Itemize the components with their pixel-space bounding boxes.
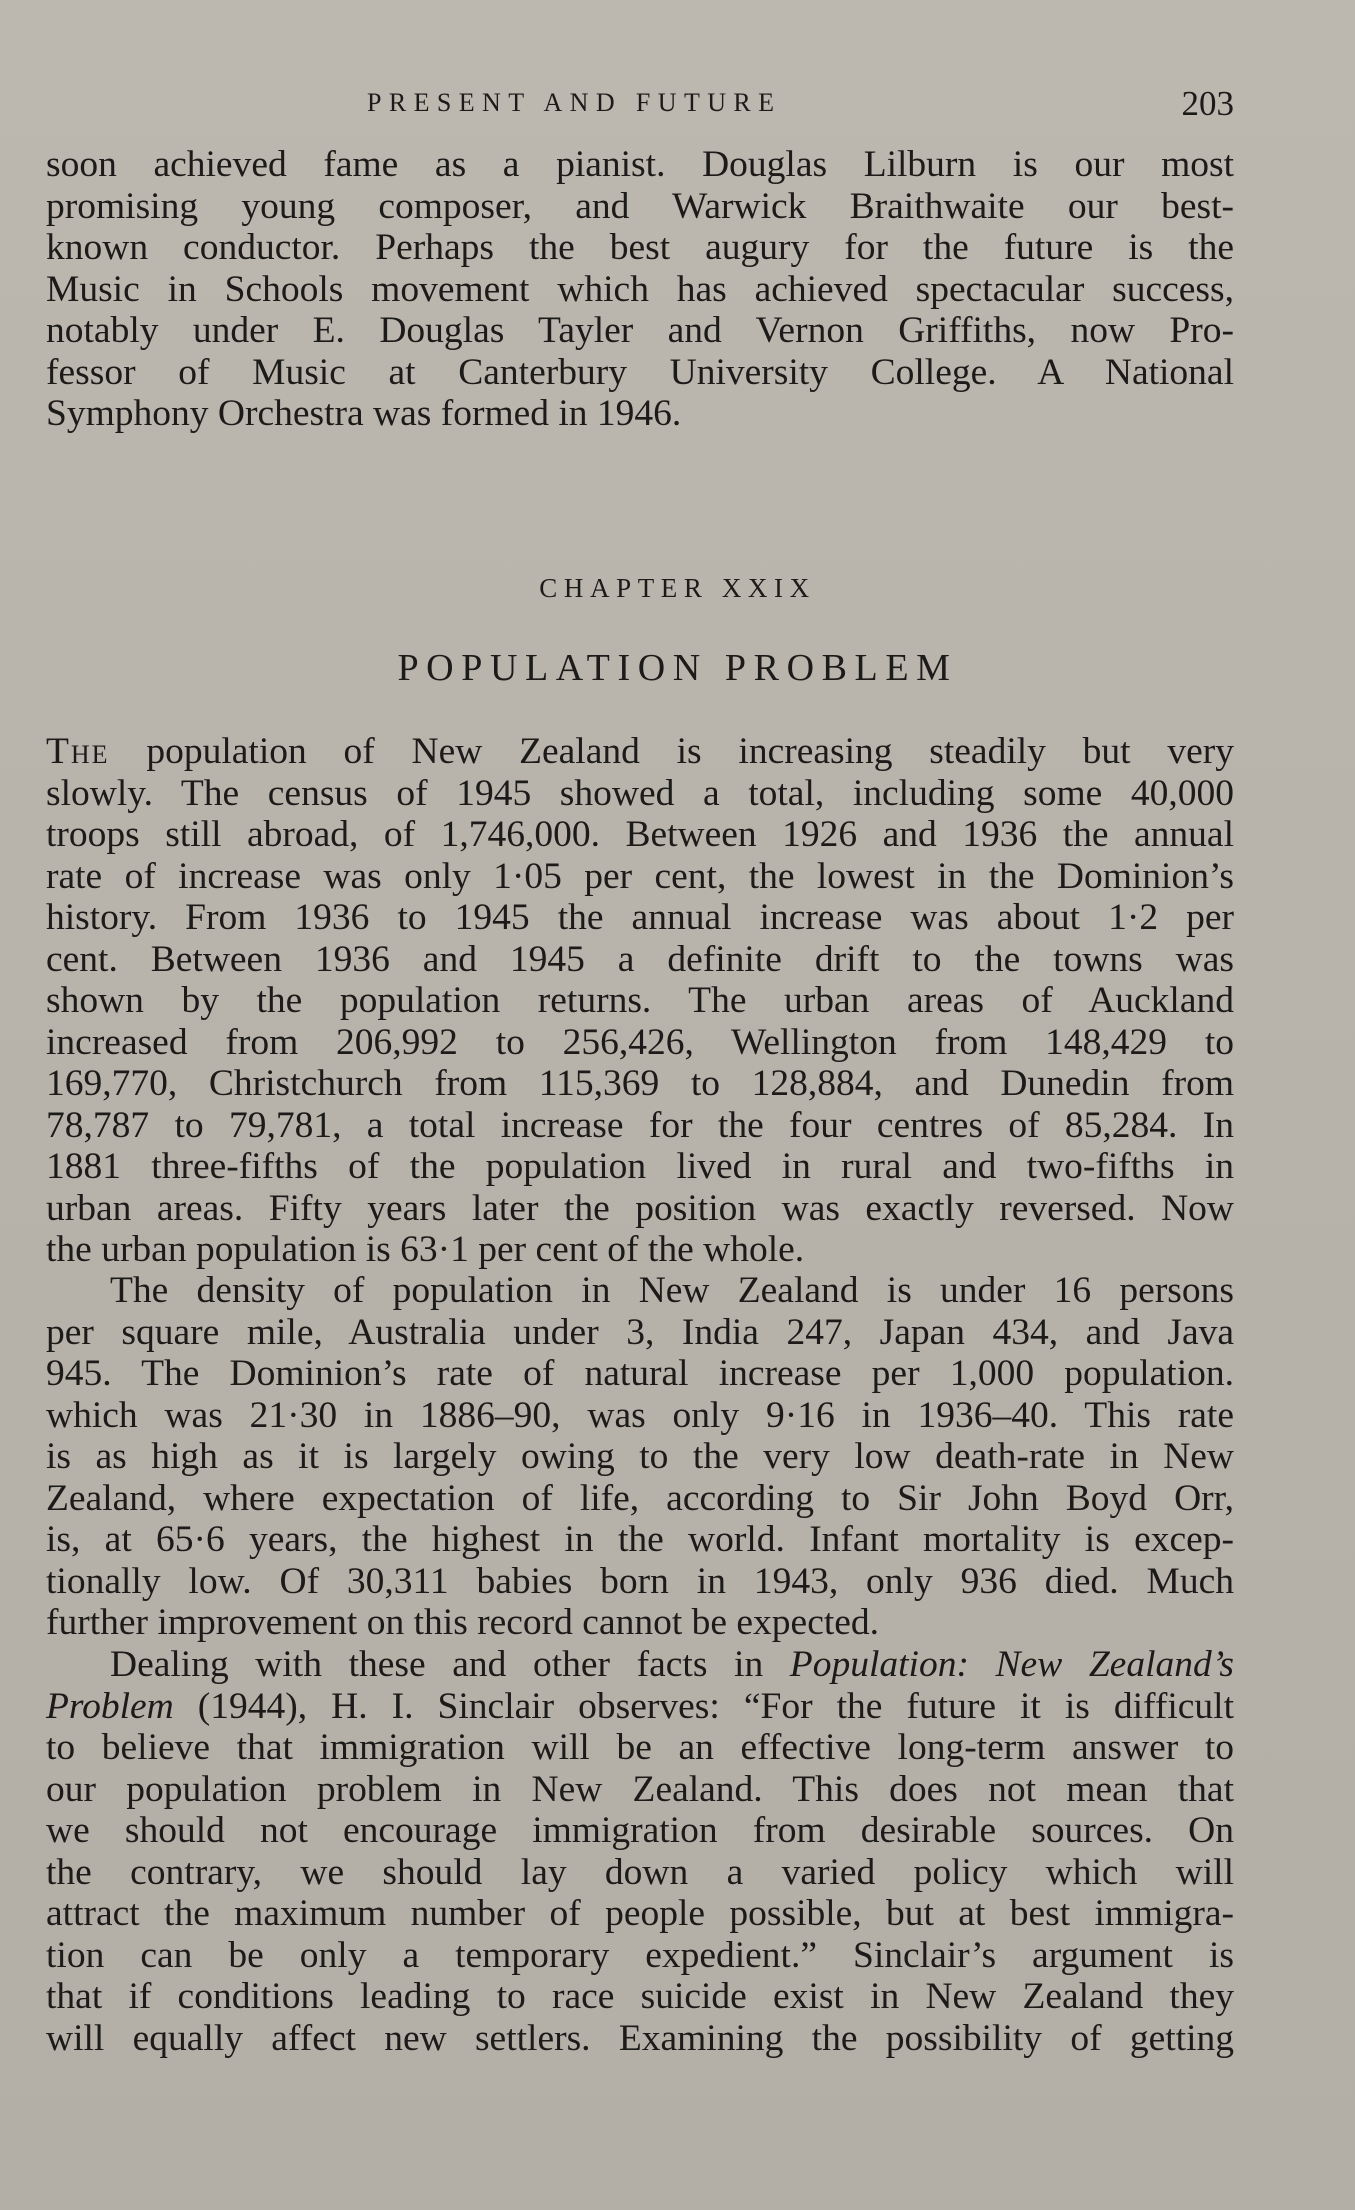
- text-line: promising young composer, and Warwick Braithwaite our best-: [46, 185, 1234, 227]
- book-title: Population: New Zealand’s: [789, 1644, 1234, 1685]
- text-line: Music in Schools movement which has achieved spectacular success,: [46, 268, 1234, 310]
- page-number: 203: [1181, 84, 1234, 123]
- text-line: 1881 three-fifths of the population lived in rural and two-fifths in: [46, 1146, 1234, 1187]
- text-line: known conductor. Perhaps the best augury for the future is the: [46, 227, 1234, 268]
- text-line: urban areas. Fifty years later the position was exactly reversed. Now: [46, 1187, 1234, 1229]
- body-paragraph-2: [46, 1270, 1234, 1644]
- text-line: the urban population is 63·1 per cent of the whole.: [46, 1229, 805, 1270]
- paragraph-start-text: Dealing with these and other facts in: [110, 1644, 790, 1685]
- text-line: Zealand, where expectation of life, according to Sir John Boyd Orr,: [46, 1477, 1234, 1519]
- citation-text: (1944), H. I. Sinclair observes: “For the future it is difficult: [173, 1685, 1234, 1727]
- running-head: [0, 84, 1355, 128]
- text-line: cent. Between 1936 and 1945 a definite drift to the towns was: [46, 938, 1234, 980]
- body-paragraph-3: [46, 1644, 1234, 2059]
- book-title-continued: Problem: [46, 1685, 174, 1727]
- text-line: is, at 65·6 years, the highest in the world. Infant mortality is excep-: [46, 1519, 1234, 1560]
- text-line: will equally affect new settlers. Examining the possibility of getting: [46, 2017, 1234, 2059]
- text-line: that if conditions leading to race suicide exist in New Zealand they: [46, 1976, 1234, 2017]
- text-line: 945. The Dominion’s rate of natural increase per 1,000 population.: [46, 1353, 1234, 1394]
- text-line: troops still abroad, of 1,746,000. Between 1926 and 1936 the annual: [46, 814, 1234, 855]
- text-line: shown by the population returns. The urban areas of Auckland: [46, 980, 1234, 1021]
- chapter-label: CHAPTER XXIX: [539, 573, 816, 603]
- text-line: [46, 731, 1234, 773]
- running-head-title: PRESENT AND FUTURE: [367, 88, 782, 117]
- text-line: [46, 1644, 1234, 1686]
- text-line: is as high as it is largely owing to the very low death-rate in New: [46, 1436, 1234, 1477]
- text-line: slowly. The census of 1945 showed a total, including some 40,000: [46, 772, 1234, 814]
- text-line: which was 21·30 in 1886–90, was only 9·16 in 1936–40. This rate: [46, 1394, 1234, 1436]
- text-line: 169,770, Christchurch from 115,369 to 128,884, and Dunedin from: [46, 1063, 1234, 1104]
- intro-paragraph: [46, 144, 1234, 435]
- text-line: rate of increase was only 1·05 per cent, the lowest in the Dominion’s: [46, 855, 1234, 897]
- text-line: Symphony Orchestra was formed in 1946.: [46, 393, 682, 434]
- text-line: the contrary, we should lay down a varied policy which will: [46, 1851, 1234, 1893]
- text-line: increased from 206,992 to 256,426, Wellington from 148,429 to: [46, 1021, 1234, 1063]
- text-line: further improvement on this record cannot be expected.: [46, 1602, 880, 1643]
- text-line: per square mile, Australia under 3, India 247, Japan 434, and Java: [46, 1311, 1234, 1353]
- text-line: notably under E. Douglas Tayler and Vernon Griffiths, now Pro-: [46, 310, 1234, 351]
- text-line: attract the maximum number of people possible, but at best immigra-: [46, 1893, 1234, 1934]
- chapter-title: POPULATION PROBLEM: [397, 647, 958, 689]
- text-line: we should not encourage immigration from desirable sources. On: [46, 1810, 1234, 1851]
- text-line: to believe that immigration will be an effective long-term answer to: [46, 1727, 1234, 1768]
- text-line: soon achieved fame as a pianist. Douglas Lilburn is our most: [46, 144, 1234, 185]
- text-line: tionally low. Of 30,311 babies born in 1943, only 936 died. Much: [46, 1560, 1234, 1602]
- body-paragraph-1: [46, 731, 1234, 1271]
- text-line: history. From 1936 to 1945 the annual increase was about 1·2 per: [46, 897, 1234, 938]
- text-line: our population problem in New Zealand. This does not mean that: [46, 1768, 1234, 1810]
- text-line: 78,787 to 79,781, a total increase for the four centres of 85,284. In: [46, 1104, 1234, 1146]
- text-line: fessor of Music at Canterbury University College. A National: [46, 351, 1234, 393]
- text-line: The density of population in New Zealand is under 16 persons: [110, 1270, 1234, 1311]
- opening-line-text: population of New Zealand is increasing steadily but very: [109, 731, 1234, 772]
- text-line: tion can be only a temporary expedient.” Sinclair’s argument is: [46, 1934, 1234, 1976]
- text-line: [46, 1686, 1234, 1728]
- opening-word: The: [46, 731, 110, 772]
